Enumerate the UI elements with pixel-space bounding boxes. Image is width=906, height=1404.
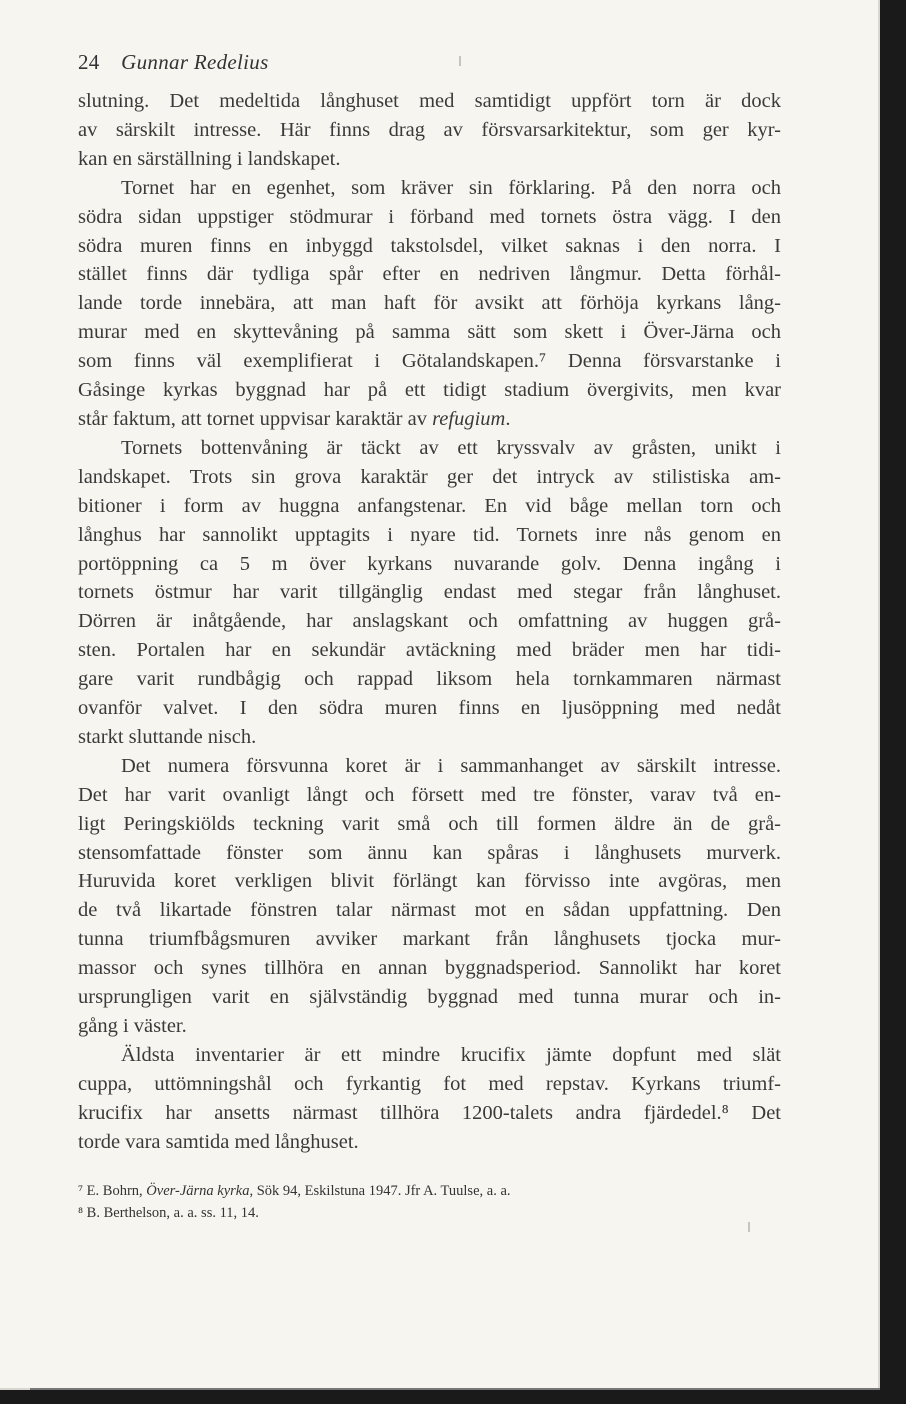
text-line: murar med en skyttevåning på samma sätt som skett i Över-Järna och	[78, 321, 781, 344]
text-line: starkt sluttande nisch.	[78, 725, 257, 748]
text-line: stensomfattade fönster som ännu kan spåras i långhusets murverk.	[78, 841, 781, 864]
text-line: cuppa, uttömningshål och fyrkantig fot med repstav. Kyrkans triumf-	[78, 1072, 781, 1095]
text-line: av särskilt intresse. Här finns drag av försvarsarkitektur, som ger kyr-	[78, 118, 781, 141]
footnotes	[78, 1180, 781, 1224]
footnote-8: ⁸ B. Berthelson, a. a. ss. 11, 14.	[78, 1205, 259, 1221]
text-line: massor och synes tillhöra en annan byggnadsperiod. Sannolikt har koret	[78, 957, 781, 980]
text-line: södra muren finns en inbyggd takstolsdel, vilket saknas i den norra. I	[78, 234, 781, 257]
text-line: de två likartade fönstren talar närmast mot en sådan uppfattning. Den	[78, 899, 781, 922]
text-line: stället finns där tydliga spår efter en nedriven långmur. Detta förhål-	[78, 263, 781, 286]
text-line: tornets östmur har varit tillgänglig endast med stegar från långhuset.	[78, 581, 781, 604]
text-line: Äldsta inventarier är ett mindre krucifix jämte dopfunt med slät	[121, 1043, 781, 1066]
text-line: Dörren är inåtgående, har anslagskant och omfattning av huggen grå-	[78, 610, 781, 633]
text-line: Tornets bottenvåning är täckt av ett kryssvalv av gråsten, unikt i	[121, 436, 781, 459]
footnote-7: ⁷ E. Bohrn, Över-Järna kyrka, Sök 94, Eskilstuna 1947. Jfr A. Tuulse, a. a.	[78, 1183, 511, 1199]
scan-speck	[459, 56, 461, 66]
text-line: portöppning ca 5 m över kyrkans nuvarande golv. Denna ingång i	[78, 552, 781, 575]
text-line: står faktum, att tornet uppvisar karaktär av refugium.	[78, 407, 511, 430]
text-line: Det har varit ovanligt långt och försett med tre fönster, varav två en-	[78, 783, 781, 806]
text-line: lande torde innebära, att man haft för avsikt att förhöja kyrkans lång-	[78, 292, 781, 315]
text-line: som finns väl exemplifierat i Götalandskapen.⁷ Denna försvarstanke i	[78, 350, 781, 373]
text-line: långhus har sannolikt upptagits i nyare tid. Tornets inre nås genom en	[78, 523, 781, 546]
text-line: landskapet. Trots sin grova karaktär ger det intryck av stilistiska am-	[78, 465, 781, 488]
text-line: ursprungligen varit en självständig byggnad med tunna murar och in-	[78, 986, 781, 1009]
text-line: kan en särställning i landskapet.	[78, 147, 341, 170]
text-line: ligt Peringskiölds teckning varit små och till formen äldre än de grå-	[78, 812, 781, 835]
text-line: Huruvida koret verkligen blivit förlängt kan förvisso inte avgöras, men	[78, 870, 781, 893]
text-line: bitioner i form av huggna anfangstenar. En vid båge mellan torn och	[78, 494, 781, 517]
text-line: slutning. Det medeltida långhuset med samtidigt uppfört torn är dock	[78, 90, 781, 112]
running-author: Gunnar Redelius	[121, 50, 269, 74]
page-number: 24	[78, 50, 100, 74]
text-line: tunna triumfbågsmuren avviker markant från långhusets tjocka mur-	[78, 928, 781, 951]
text-line: ovanför valvet. I den södra muren finns en ljusöppning med nedåt	[78, 697, 781, 720]
text-line: Tornet har en egenhet, som kräver sin förklaring. På den norra och	[121, 176, 781, 199]
text-line: Det numera försvunna koret är i sammanhanget av särskilt intresse.	[121, 754, 781, 777]
text-line: krucifix har ansetts närmast tillhöra 1200-talets andra fjärdedel.⁸ Det	[78, 1101, 781, 1124]
text-line: Gåsinge kyrkas byggnad har på ett tidigt stadium övergivits, men kvar	[78, 379, 781, 402]
text-line: gare varit rundbågig och rappad liksom hela tornkammaren närmast	[78, 668, 781, 691]
text-line: torde vara samtida med långhuset.	[78, 1130, 359, 1153]
body-text	[78, 87, 781, 1157]
scan-edge	[30, 1388, 880, 1390]
text-line: södra sidan uppstiger stödmurar i förband med tornets östra vägg. I den	[78, 205, 781, 228]
scan-speck	[748, 1222, 750, 1232]
text-line: gång i väster.	[78, 1015, 187, 1037]
text-line: sten. Portalen har en sekundär avtäckning med bräder men har tidi-	[78, 639, 781, 662]
running-header	[78, 50, 269, 75]
